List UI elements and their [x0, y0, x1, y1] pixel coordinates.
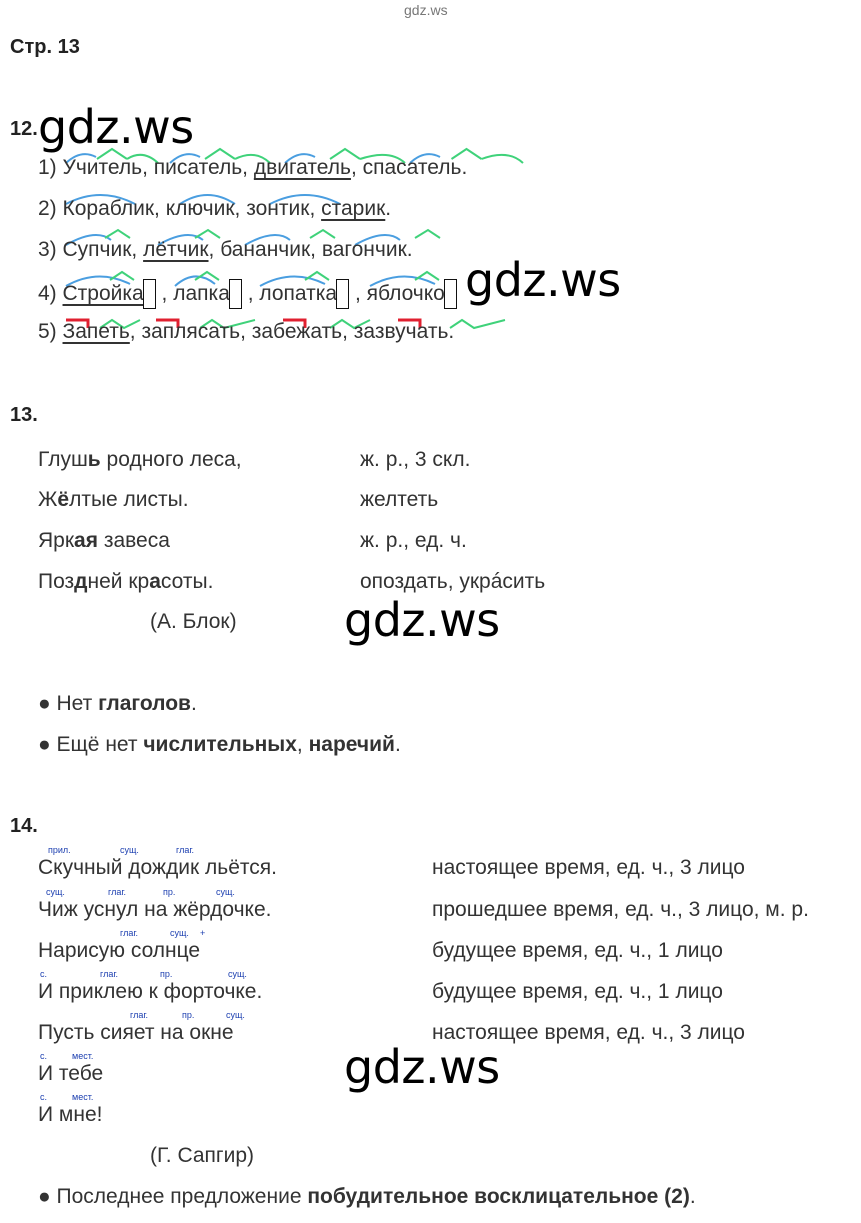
- ex13-line: [38, 488, 189, 512]
- ex13-bullet: [38, 692, 197, 716]
- part-of-speech-tag: с.: [40, 969, 48, 979]
- ex12-word-5: зонтик: [246, 197, 310, 220]
- ex12-word-3: ключик: [165, 197, 235, 220]
- part-of-speech-tag: сущ.: [46, 887, 65, 897]
- ex14-line: И приклею к форточке.: [38, 980, 263, 1003]
- ex12-line: [38, 197, 391, 221]
- ex12-word-7: спасатель: [362, 156, 462, 179]
- ex12-word-3: лётчик: [143, 238, 209, 261]
- watermark: gdz.ws: [344, 593, 500, 647]
- ex13-text-0: Ж: [38, 488, 58, 511]
- ex13-text-1: ая: [74, 529, 98, 552]
- ex14-note: настоящее время, ед. ч., 3 лицо: [432, 856, 745, 879]
- ex14-note: настоящее время, ед. ч., 3 лицо: [432, 1021, 745, 1044]
- morpheme-mark: [415, 230, 440, 238]
- part-of-speech-tag: глаг.: [130, 1010, 149, 1020]
- ex12-word-7: зазвучать: [353, 320, 449, 343]
- ex12-word-6: ,: [350, 156, 363, 179]
- ex12-word-1: Стройка: [62, 282, 144, 305]
- part-of-speech-tag: сущ.: [120, 845, 139, 855]
- ex13-line: [38, 529, 170, 553]
- ex12-word-8: .: [461, 156, 468, 179]
- ex13-text-2: завеса: [97, 529, 170, 552]
- author-sapgir: (Г. Сапгир): [150, 1144, 254, 1167]
- ex12-word-4: ,: [241, 282, 260, 305]
- morpheme-mark: [105, 230, 130, 238]
- ex12-word-7: яблочко: [366, 282, 445, 305]
- ex12-word-4: ,: [208, 238, 221, 261]
- ex12-word-2: ,: [131, 238, 144, 261]
- ex12-word-4: ,: [242, 156, 254, 179]
- ex13-text-1: д: [74, 570, 88, 593]
- ending-box: [143, 279, 156, 309]
- author-blok: (А. Блок): [150, 610, 237, 633]
- part-of-speech-tag: глаг.: [108, 887, 127, 897]
- part-of-speech-tag: мест.: [72, 1051, 94, 1061]
- part-of-speech-tag: пр.: [182, 1010, 195, 1020]
- ex12-word-3: лапка: [173, 282, 230, 305]
- ex12-word-6: ,: [342, 320, 354, 343]
- ex12-word-0: 3): [38, 238, 63, 261]
- ex14-line: И тебе: [38, 1062, 104, 1085]
- ex12-word-6: ,: [349, 282, 367, 305]
- part-of-speech-tag: с.: [40, 1092, 48, 1102]
- morpheme-mark: [482, 155, 524, 163]
- part-of-speech-tag: пр.: [163, 887, 176, 897]
- ex14-line: И мне!: [38, 1103, 103, 1126]
- ex12-word-0: 5): [38, 320, 63, 343]
- part-of-speech-tag: глаг.: [176, 845, 195, 855]
- ex12-line: [38, 156, 467, 180]
- ending-box: [336, 279, 349, 309]
- ex12-word-6: ,: [309, 197, 322, 220]
- part-of-speech-tag: пр.: [160, 969, 173, 979]
- ex13-text-0: Поз: [38, 570, 75, 593]
- ex12-word-3: писатель: [153, 156, 243, 179]
- ex12-word-4: ,: [240, 320, 252, 343]
- ex13-line: [38, 448, 242, 472]
- ex12-line: [38, 238, 413, 262]
- ex13-bullet-text-2: .: [190, 692, 197, 715]
- morpheme-mark: [310, 230, 335, 238]
- part-of-speech-tag: глаг.: [100, 969, 119, 979]
- ex12-word-1: Кораблик: [62, 197, 155, 220]
- ex14-note: будущее время, ед. ч., 1 лицо: [432, 939, 723, 962]
- ex13-text-4: соты.: [160, 570, 214, 593]
- ex12-word-2: ,: [142, 156, 154, 179]
- ex14-line: Чиж уснул на жёрдочке.: [38, 898, 272, 921]
- ex13-bullet-text-0: ● Ещё нет: [38, 733, 144, 756]
- part-of-speech-tag: сущ.: [170, 928, 189, 938]
- ex13-text-3: а: [149, 570, 161, 593]
- ex13-text-0: Глуш: [38, 448, 88, 471]
- watermark-top: gdz.ws: [404, 2, 448, 18]
- exercise-14-bullet: [38, 1185, 696, 1209]
- ex12-line: [38, 320, 454, 344]
- ex12-word-2: ,: [155, 282, 174, 305]
- ex13-text-2: ней кр: [87, 570, 150, 593]
- ex13-bullet-text-4: .: [394, 733, 401, 756]
- ex12-word-4: ,: [234, 197, 247, 220]
- morpheme-mark: [450, 320, 505, 328]
- ex12-word-5: двигатель: [253, 156, 351, 179]
- ex14-note: прошедшее время, ед. ч., 3 лицо, м. р.: [432, 898, 809, 921]
- exercise-13-number: 13.: [10, 404, 38, 426]
- ex12-word-7: старик: [321, 197, 386, 220]
- ex13-text-1: ь: [87, 448, 101, 471]
- exercise-12-number: 12.: [10, 118, 38, 140]
- ex13-bullet-text-2: ,: [296, 733, 309, 756]
- ex14-line: Пусть сияет на окне: [38, 1021, 234, 1044]
- ex13-text-2: родного леса,: [100, 448, 242, 471]
- ex13-note: желтеть: [360, 488, 439, 511]
- ex12-word-3: заплясать: [141, 320, 241, 343]
- ex13-text-2: лтые листы.: [69, 488, 189, 511]
- watermark: gdz.ws: [465, 253, 621, 307]
- ex14-line: Нарисую солнце: [38, 939, 201, 962]
- ending-box: [444, 279, 457, 309]
- ex13-bullet: [38, 733, 401, 757]
- ex13-note: опоздать, укрáсить: [360, 570, 546, 593]
- ex12-word-5: бананчик: [220, 238, 311, 261]
- ex13-note: ж. р., 3 скл.: [360, 448, 471, 471]
- watermark: gdz.ws: [38, 100, 194, 154]
- ex12-word-5: забежать: [251, 320, 343, 343]
- ex14-bullet-text-0: ● Последнее предложение: [38, 1185, 308, 1208]
- ex13-bullet-text-3: наречий: [308, 733, 395, 756]
- ex12-word-1: Запеть: [62, 320, 130, 343]
- page-number: Стр. 13: [10, 36, 80, 58]
- ex13-line: [38, 570, 213, 594]
- ex12-line: [38, 279, 457, 309]
- watermark: gdz.ws: [344, 1040, 500, 1094]
- ex13-bullet-text-0: ● Нет: [38, 692, 99, 715]
- part-of-speech-tag: +: [200, 928, 206, 938]
- ex14-note: будущее время, ед. ч., 1 лицо: [432, 980, 723, 1003]
- ex12-word-5: лопатка: [259, 282, 338, 305]
- ex13-text-0: Ярк: [38, 529, 75, 552]
- part-of-speech-tag: сущ.: [226, 1010, 245, 1020]
- ex13-note: ж. р., ед. ч.: [360, 529, 467, 552]
- ex13-text-1: ё: [57, 488, 70, 511]
- exercise-14-number: 14.: [10, 815, 38, 837]
- part-of-speech-tag: мест.: [72, 1092, 94, 1102]
- ex12-word-8: .: [385, 197, 392, 220]
- ex12-word-1: Учитель: [62, 156, 143, 179]
- ex12-word-2: ,: [129, 320, 142, 343]
- ex12-word-7: вагончик: [321, 238, 407, 261]
- morpheme-mark: [195, 230, 220, 238]
- part-of-speech-tag: сущ.: [228, 969, 247, 979]
- ex12-word-2: ,: [154, 197, 166, 220]
- part-of-speech-tag: сущ.: [216, 887, 235, 897]
- ex14-bullet-text-2: .: [689, 1185, 696, 1208]
- part-of-speech-tag: глаг.: [120, 928, 139, 938]
- ex12-word-0: 4): [38, 282, 63, 305]
- ex14-line: Скучный дождик льётся.: [38, 856, 277, 879]
- part-of-speech-tag: с.: [40, 1051, 48, 1061]
- ex12-word-6: ,: [310, 238, 322, 261]
- part-of-speech-tag: прил.: [48, 845, 71, 855]
- ex12-word-0: 1): [38, 156, 63, 179]
- ex12-word-8: .: [406, 238, 413, 261]
- ex12-word-1: Супчик: [62, 238, 132, 261]
- ex14-bullet-text-1: побудительное восклицательное (2): [307, 1185, 690, 1208]
- ex12-word-0: 2): [38, 197, 63, 220]
- ex13-bullet-text-1: глаголов: [98, 692, 191, 715]
- ex12-word-8: .: [448, 320, 455, 343]
- ending-box: [229, 279, 242, 309]
- ex13-bullet-text-1: числительных: [143, 733, 297, 756]
